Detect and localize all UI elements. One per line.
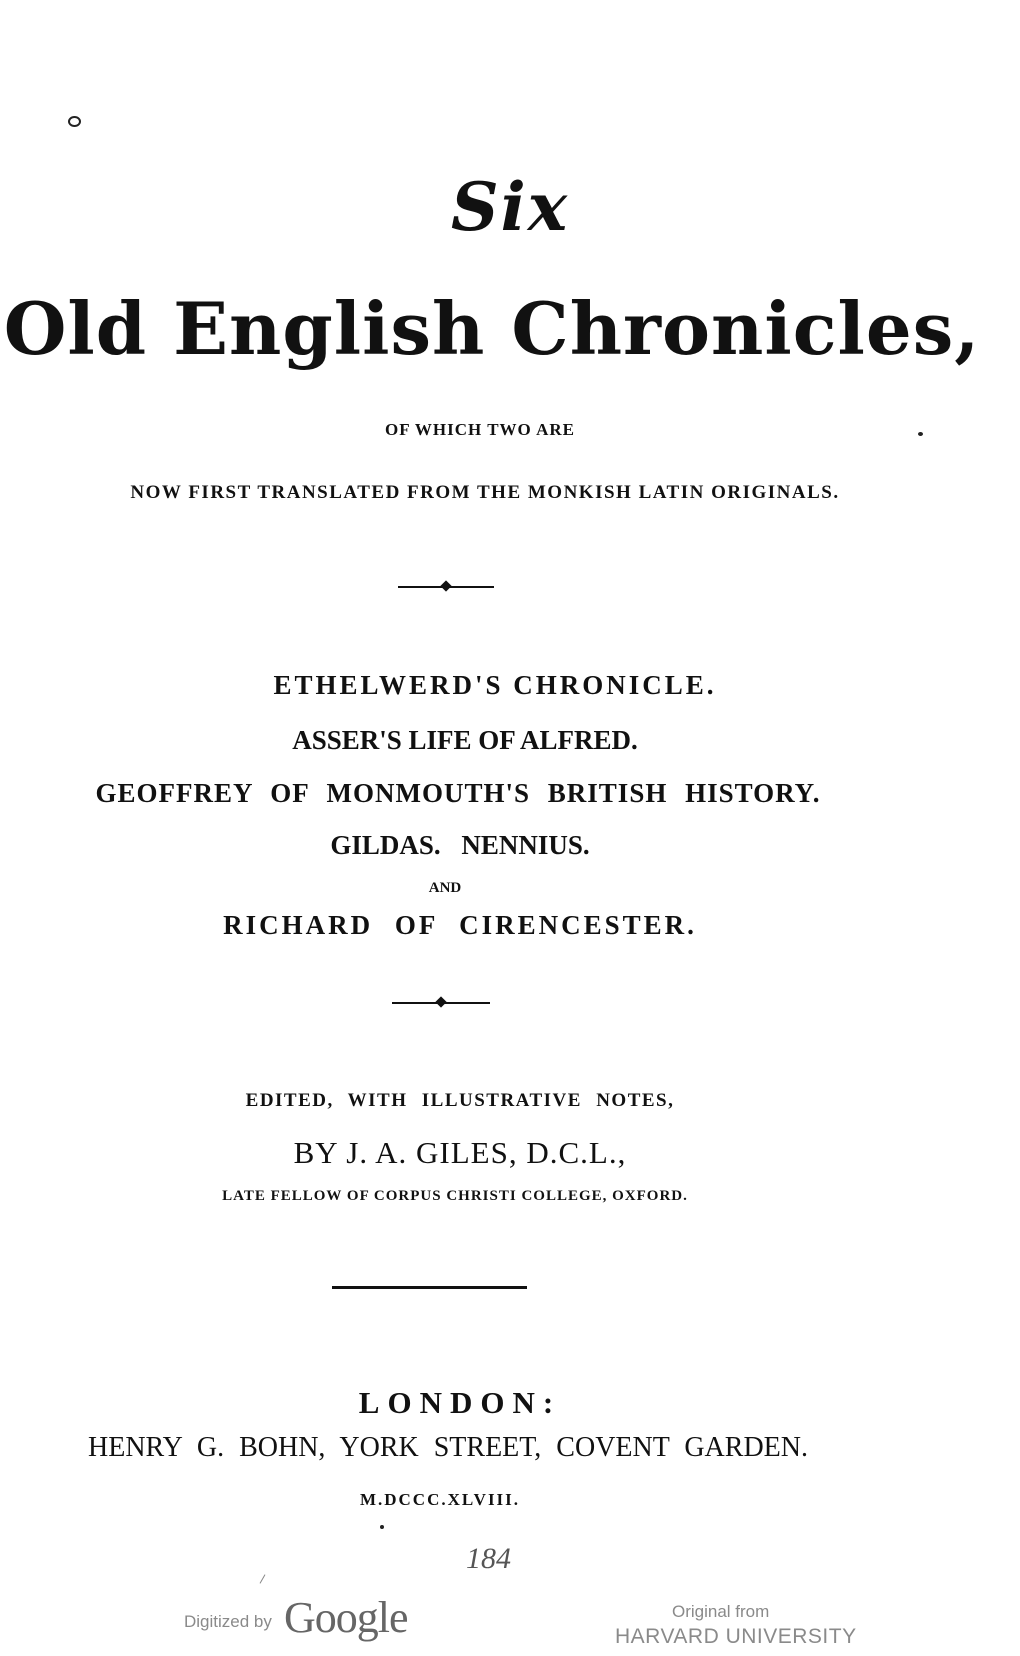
institution-name: HARVARD UNIVERSITY — [615, 1625, 857, 1648]
subtitle-line-1: OF WHICH TWO ARE — [385, 420, 575, 439]
stray-mark — [68, 116, 81, 127]
original-from-label: Original from — [672, 1602, 770, 1621]
google-logo: Google — [284, 1593, 408, 1642]
title-line-1: Six — [450, 168, 570, 246]
editor-line: EDITED, WITH ILLUSTRATIVE NOTES, — [245, 1090, 675, 1111]
contents-item-geoffrey: GEOFFREY OF MONMOUTH'S BRITISH HISTORY. — [95, 778, 821, 808]
contents-item-gildas-nennius: GILDAS. NENNIUS. — [330, 830, 590, 860]
digitized-by-label: Digitized by — [184, 1612, 272, 1631]
editor-affiliation: LATE FELLOW OF CORPUS CHRISTI COLLEGE, OXFORD. — [222, 1188, 688, 1204]
imprint-city: LONDON: — [358, 1385, 562, 1420]
handwritten-note: 184 — [466, 1542, 511, 1575]
divider-rule — [332, 1286, 527, 1289]
contents-conjunction: AND — [428, 880, 462, 896]
contents-item-ethelwerd: ETHELWERD'S CHRONICLE. — [273, 670, 717, 700]
stray-dot — [380, 1525, 384, 1529]
ornament-rule — [392, 996, 490, 1010]
editor-name: BY J. A. GILES, D.C.L., — [293, 1135, 627, 1170]
imprint-publisher: HENRY G. BOHN, YORK STREET, COVENT GARDEN. — [88, 1432, 808, 1463]
contents-item-asser: ASSER'S LIFE OF ALFRED. — [292, 725, 638, 755]
ornament-rule — [398, 580, 494, 594]
contents-item-richard: RICHARD OF CIRENCESTER. — [223, 910, 697, 940]
subtitle-line-2: NOW FIRST TRANSLATED FROM THE MONKISH LATIN ORIGINALS. — [130, 482, 840, 503]
title-line-2: Old English Chronicles, — [3, 286, 981, 371]
pencil-mark — [260, 1574, 266, 1583]
imprint-year: M.DCCC.XLVIII. — [359, 1490, 521, 1509]
